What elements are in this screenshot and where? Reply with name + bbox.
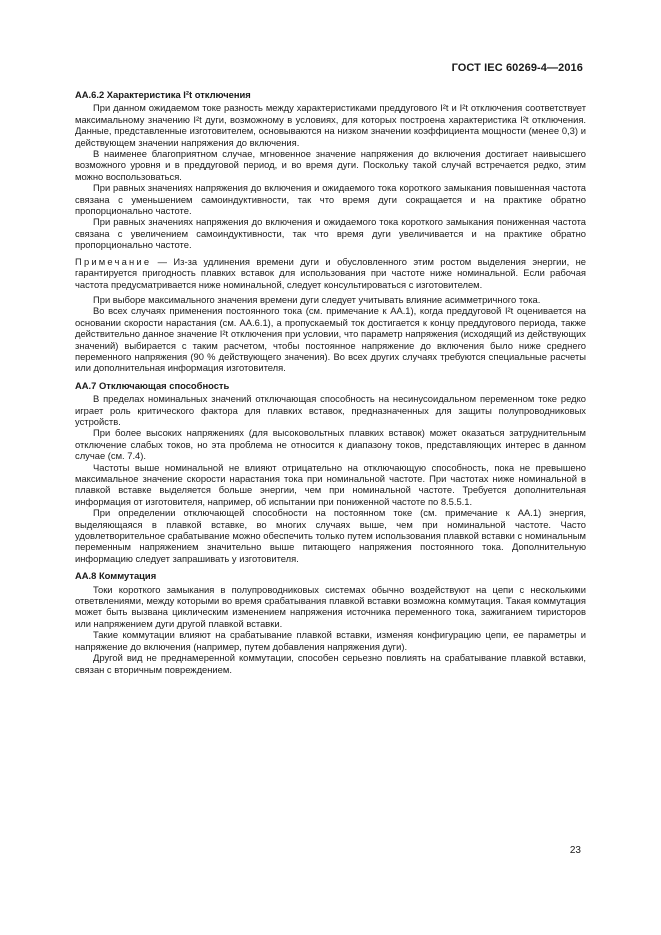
body-paragraph: Во всех случаях применения постоянного тока (см. примечание к АА.1), когда преддуговой I²t оценивается на основании скорости нарастания (см. АА.6.1), а пропускаемый ток достигается к концу преддугового периода, также действительно данное значение I²t отключения при условии, что параметр напряжения (исходящий из действующих значений) выбирается с таким расчетом, чтобы постоянное напряжение до включения было ниже среднего переменного напряжения (90 % действующего значения). Во всех других случаях требуются специальные расчеты или дополнительная информация изготовителя. xyxy=(75,305,586,374)
section-heading-aa-6-2: АА.6.2 Характеристика I²t отключения xyxy=(75,89,251,100)
standard-code-header: ГОСТ IEC 60269-4—2016 xyxy=(451,62,583,74)
body-paragraph: Такие коммутации влияют на срабатывание плавкой вставки, изменяя конфигурацию цепи, ее параметры и напряжение до включения (например, путем добавления напряжения дуги). xyxy=(75,629,586,652)
body-paragraph: При равных значениях напряжения до включения и ожидаемого тока короткого замыкания повышенная частота связана с уменьшением самоиндуктивности, так что время дуги сокращается и на практике обратно пропорционально частоте. xyxy=(75,182,586,217)
section-heading-aa-7: АА.7 Отключающая способность xyxy=(75,379,230,391)
page-number: 23 xyxy=(569,845,581,856)
section-heading-aa-8: АА.8 Коммутация xyxy=(75,570,157,582)
document-body xyxy=(75,89,586,675)
note-label: Примечание xyxy=(75,255,152,267)
note-text: — Из-за удлинения времени дуги и обусловленного этим ростом выделения энергии, не гарантируется пригодность плавких вставок для использования при частоте ниже номинальной. Если рабочая частота предусматривается ниже номинальной, следует консультироваться с изготовителем. xyxy=(75,255,586,290)
body-paragraph: В пределах номинальных значений отключающая способность на несинусоидальном переменном токе редко играет роль критического фактора для плавких вставок, предназначенных для защиты полупроводниковых устройств. xyxy=(75,393,586,427)
body-paragraph: Другой вид не преднамеренной коммутации, способен серьезно повлиять на срабатывание плавкой вставки, связан с вторичным повреждением. xyxy=(75,652,586,675)
body-paragraph: В наименее благоприятном случае, мгновенное значение напряжения до включения достигает наивысшего возможного уровня и в преддуговой период, и во время дуги. Поскольку такой случай встречается редко, этим можно воспользоваться. xyxy=(75,148,586,182)
body-paragraph: При определении отключающей способности на постоянном токе (см. примечание к АА.1) энергия, выделяющаяся в плавкой вставке, во многих случаях выше, чем при номинальной частоте. Часто удовлетворительное срабатывание можно обеспечить только путем использования плавкой вставки с номинальным переменным напряжением значительно выше питающего напряжения постоянного тока. Дополнительную информацию следует запрашивать у изготовителя. xyxy=(75,507,586,564)
body-paragraph: Частоты выше номинальной не влияют отрицательно на отключающую способность, пока не превышено максимальное значение скорости нарастания тока при номинальной частоте. При частотах ниже номинальной в плавкой вставке выделяется больше энергии, чем при номинальной частоте. Требуется дополнительная информация от изготовителя, например, об испытании при пониженной частоте по 8.5.5.1. xyxy=(75,461,586,507)
body-paragraph: При равных значениях напряжения до включения и ожидаемого тока короткого замыкания пониженная частота связана с увеличением самоиндуктивности, так что время дуги увеличивается и на практике обратно пропорционально частоте. xyxy=(75,216,586,251)
body-paragraph: При выборе максимального значения времени дуги следует учитывать влияние асимметричного тока. xyxy=(93,293,541,305)
note-paragraph xyxy=(75,256,586,290)
body-paragraph: Токи короткого замыкания в полупроводниковых системах обычно воздействуют на цепи с несколькими ответвлениями, между которыми во время срабатывания плавкой вставки возможна коммутация. Такая коммутация может быть вызвана циклическим изменением напряжения источника переменного тока, зажиганием тиристоров или напряжением дуги другой плавкой вставки. xyxy=(75,583,586,629)
body-paragraph: При данном ожидаемом токе разность между характеристиками преддугового I²t и I²t отключения соответствует максимальному значению I²t дуги, возможному в условиях, для которых построена характеристика I²t отключения. Данные, представленные изготовителем, основываются на низком значении коэффициента мощности (менее 0,3) и действующем значении напряжения до включения. xyxy=(75,102,586,148)
body-paragraph: При более высоких напряжениях (для высоковольтных плавких вставок) может оказаться затруднительным отключение слабых токов, но эта проблема не относится к диапазону токов, представляющих интерес в данном случае (см. 7.4). xyxy=(75,427,586,462)
